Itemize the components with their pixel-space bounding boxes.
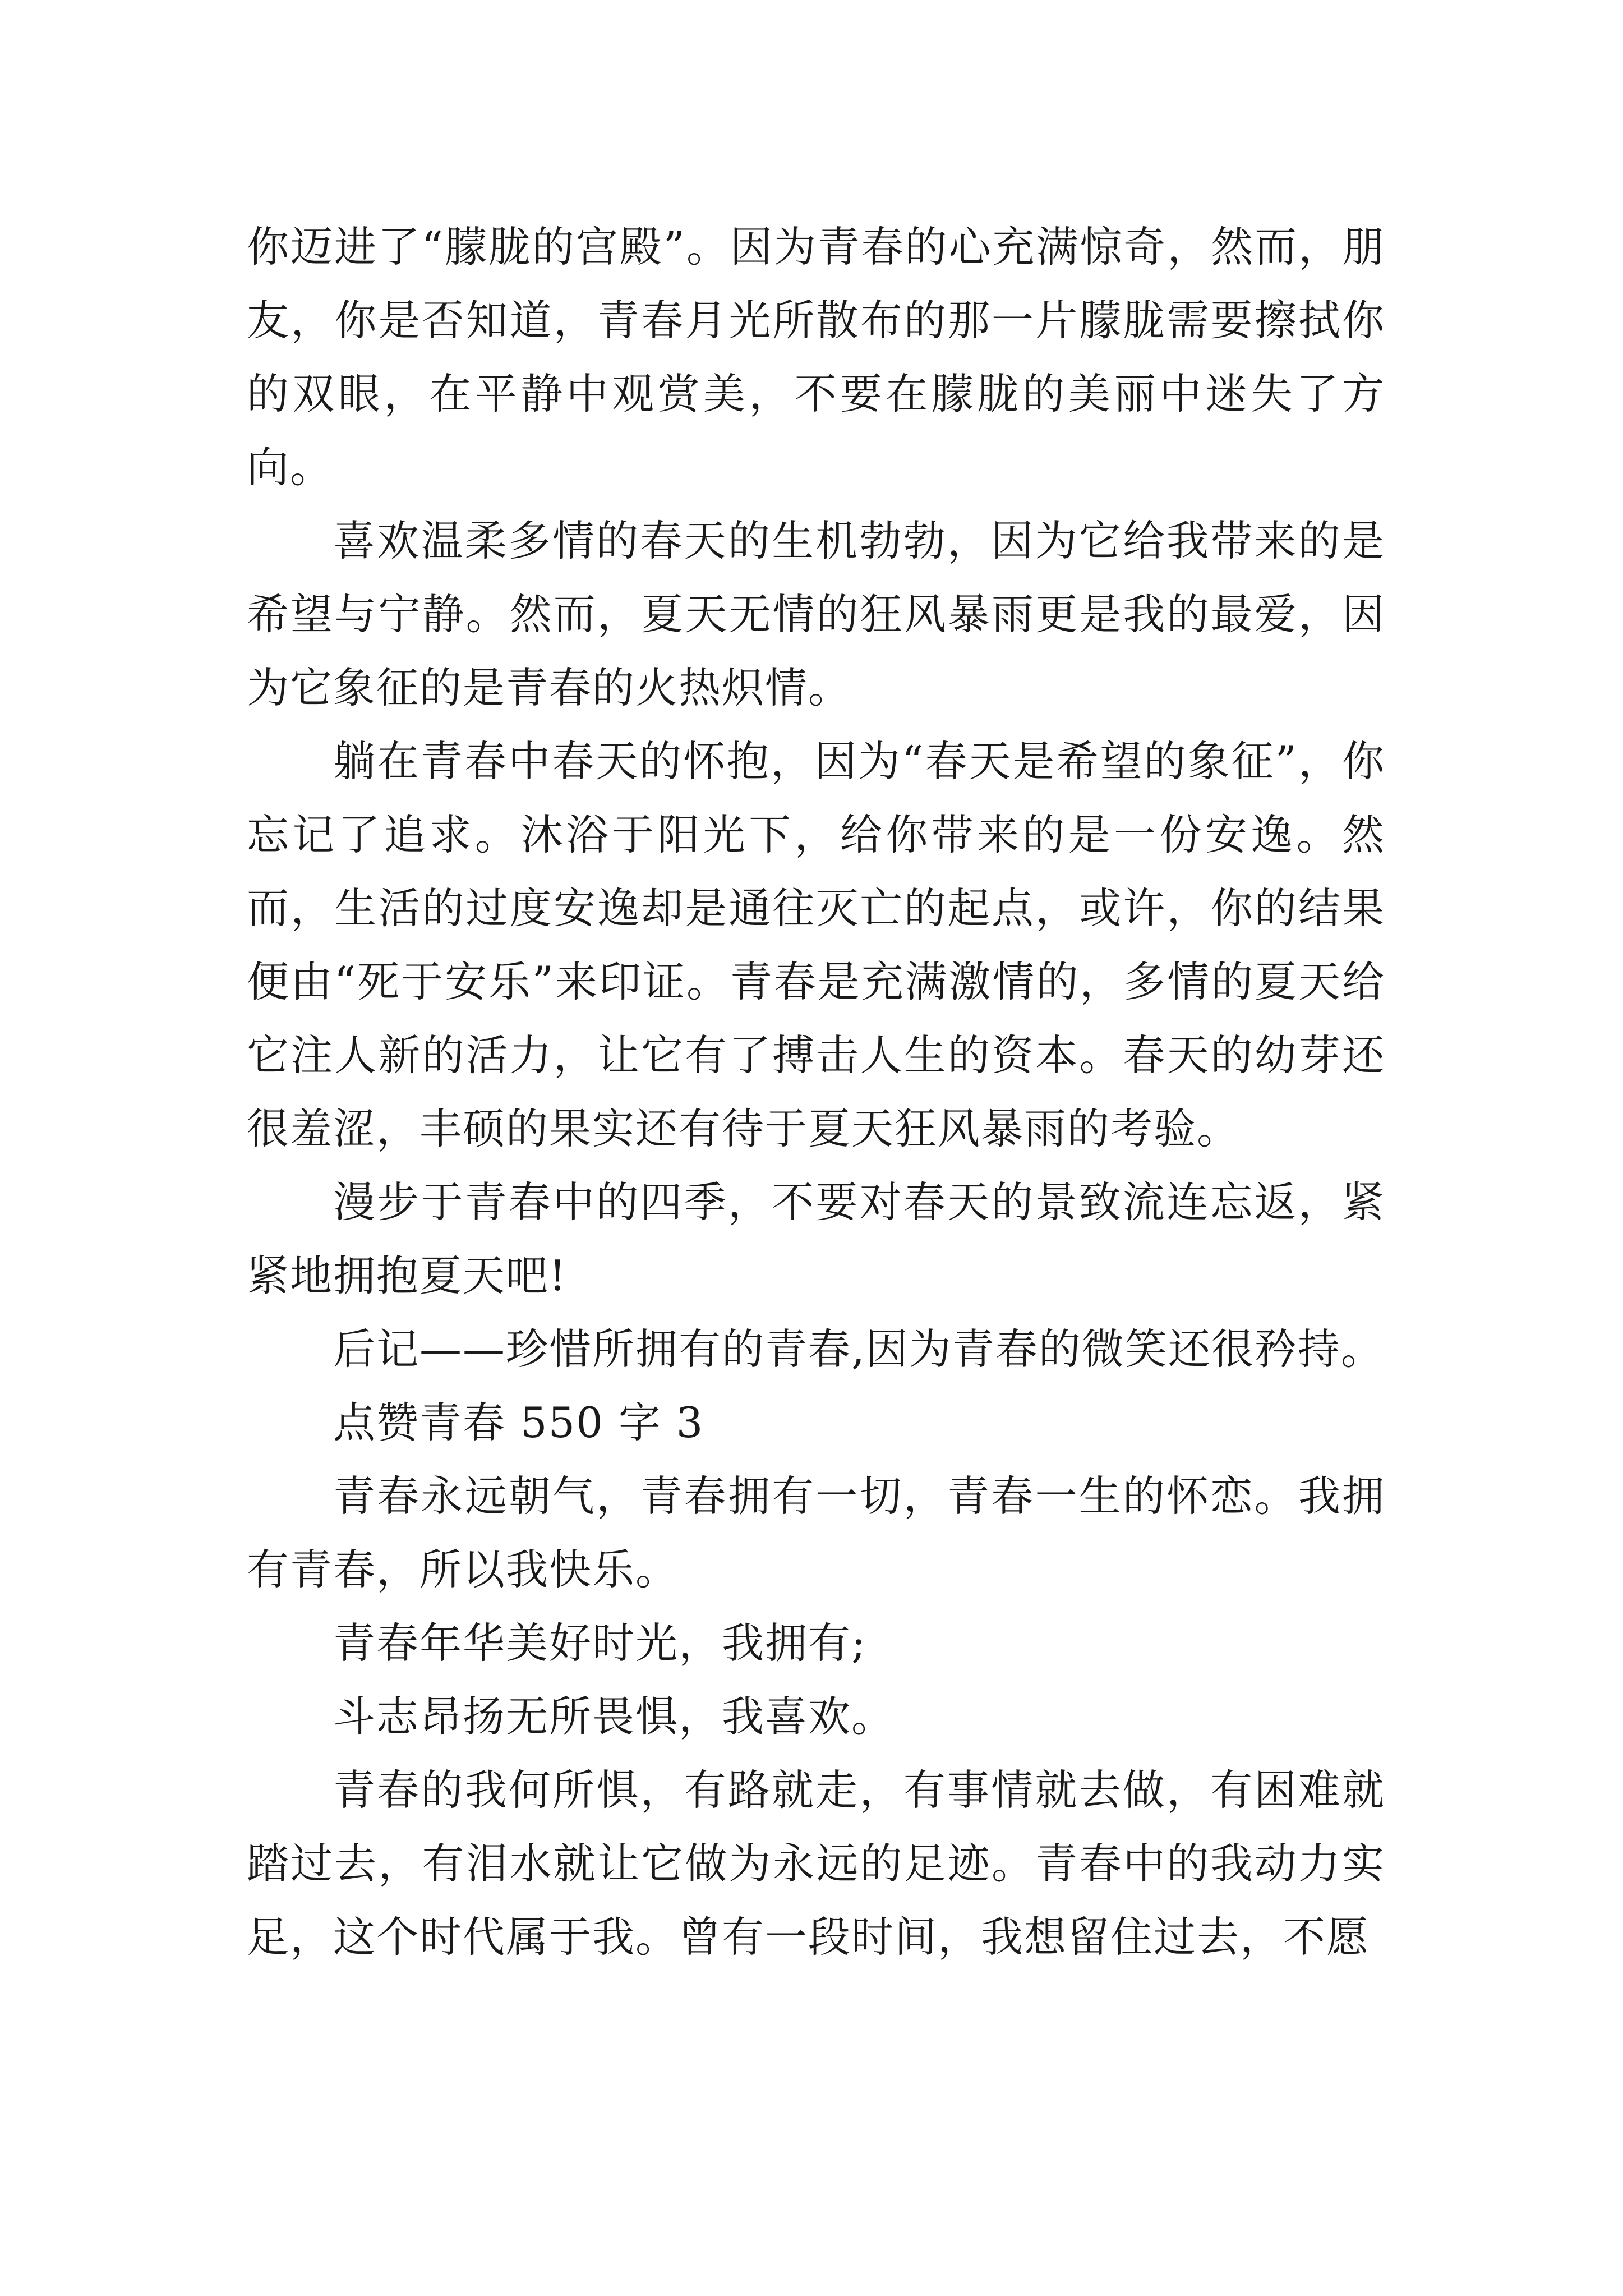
paragraph-6: 青春年华美好时光，我拥有;: [333, 1618, 867, 1668]
paragraph-4: 漫步于青春中的四季，不要对春天的景致流连忘返，紧紧地拥抱夏天吧!: [247, 1177, 1385, 1300]
paragraph-2: 喜欢温柔多情的春天的生机勃勃，因为它给我带来的是希望与宁静。然而，夏天无情的狂风暴雨更是我的最爱，因为它象征的是青春的火热炽情。: [247, 516, 1385, 712]
paragraph-5: 青春永远朝气，青春拥有一切，青春一生的怀恋。我拥有青春，所以我快乐。: [247, 1471, 1385, 1594]
paragraph-7: 斗志昂扬无所畏惧，我喜欢。: [333, 1692, 895, 1741]
paragraph-1: 你迈进了“朦胧的宫殿”。因为青春的心充满惊奇，然而，朋友，你是否知道，青春月光所散布的那一片朦胧需要擦拭你的双眼，在平静中观赏美，不要在朦胧的美丽中迷失了方向。: [247, 222, 1385, 492]
postscript-line: 后记——珍惜所拥有的青春,因为青春的微笑还很矜持。: [333, 1324, 1384, 1374]
body-text: [247, 210, 1385, 1974]
paragraph-3: 躺在青春中春天的怀抱，因为“春天是希望的象征”，你忘记了追求。沐浴于阳光下，给你带来的是一份安逸。然而，生活的过度安逸却是通往灭亡的起点，或许，你的结果便由“死于安乐”来印证。青春是充满激情的，多情的夏天给它注人新的活力，让它有了搏击人生的资本。春天的幼芽还很羞涩，丰硕的果实还有待于夏天狂风暴雨的考验。: [247, 737, 1385, 1153]
paragraph-8: 青春的我何所惧，有路就走，有事情就去做，有困难就踏过去，有泪水就让它做为永远的足迹。青春中的我动力实足，这个时代属于我。曾有一段时间，我想留住过去，不愿: [247, 1765, 1385, 1962]
section-heading: 点赞青春 550 字 3: [333, 1398, 704, 1447]
